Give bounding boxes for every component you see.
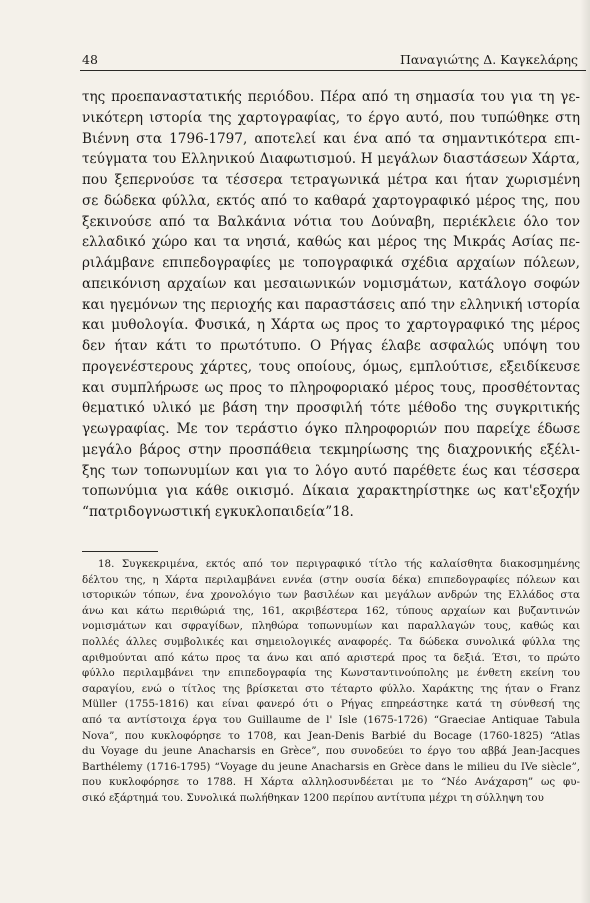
body-line: “πατριδογνωστική εγκυκλοπαιδεία”18. <box>82 504 354 520</box>
body-line: και ηγεμόνων της περιοχής και παραστάσεις από την ελληνική ιστορία <box>82 296 580 313</box>
footnote-line: δέλτου της, η Χάρτα περιλαμβάνει εννέα (στην ουσία δέκα) επιπεδογραφίες πόλεων και <box>82 573 580 586</box>
footnote-line: αριθμούνται από κάτω προς τα άνω και από αριστερά προς τα δεξιά. Έτσι, το πρώτο <box>82 651 580 664</box>
body-line: απεικόνιση αρχαίων και μεσαιωνικών νομισμάτων, κατάλογο σοφών <box>82 275 580 292</box>
body-line: προγενέστερους χάρτες, τους οποίους, όμως, εμπλούτισε, εξειδίκευσε <box>82 358 580 375</box>
body-line: γεωγραφίας. Με τον τεράστιο όγκο πληροφοριών που παρείχε έδωσε <box>82 421 580 437</box>
footnote-rule <box>82 551 158 552</box>
running-head: Παναγιώτης Δ. Καγκελάρης <box>399 52 578 67</box>
body-line: νικότερη ιστορία της χαρτογραφίας, το έργο αυτό, που τυπώθηκε στη <box>82 109 580 126</box>
footnote <box>82 557 580 807</box>
body-line: δεν ήταν κάτι το πρωτότυπο. Ο Ρήγας έλαβε ασφαλώς υπόψη του <box>82 338 580 354</box>
body-line: ξεκινούσε από τα Βαλκάνια νότια του Δούναβη, περιέκλειε όλο τον <box>82 213 580 230</box>
body-line: Βιέννη στα 1796-1797, αποτελεί και ένα από τα σημαντικότερα επι- <box>82 130 580 147</box>
body-line: της προεπαναστατικής περιόδου. Πέρα από τη σημασία του για τη γε- <box>82 89 580 105</box>
footnote-line: φύλλο περιλαμβάνει την επιπεδογραφία της Κωνσταντινούπολης με ένθετη εκείνη του <box>82 667 580 680</box>
footnote-line: Barthélemy (1716-1795) “Voyage du jeune Anacharsis en Grèce dans le milieu du IVe siècle”, <box>82 760 580 773</box>
footnote-line: Nova”, που κυκλοφόρησε το 1708, και Jean-Denis Barbié du Bocage (1760-1825) “Atlas <box>82 729 580 742</box>
footnote-line: πολλές άλλες συμβολικές και σημειολογικές αναφορές. Τα δώδεκα συνολικά φύλλα της <box>82 635 580 648</box>
footnote-line: άνω και κάτω περιθώριά της, 161, ακριβέστερα 162, τύπους αρχαίων και βυζαντινών <box>82 604 580 617</box>
body-line: μεγάλο βάρος στην προσπάθεια τεκμηρίωσης της διαχρονικής εξέλι- <box>82 441 580 458</box>
body-line: ελλαδικό χώρο και τα νησιά, καθώς και μέρος της Μικράς Ασίας πε- <box>82 234 580 251</box>
body-line: και συμπλήρωσε ως προς το πληροφοριακό μέρος τους, προσθέτοντας <box>82 379 580 396</box>
footnote-line: 18. Συγκεκριμένα, εκτός από τον περιγραφικό τίτλο τής καλαίσθητα διακοσμημένης <box>98 558 580 570</box>
body-line: σε δώδεκα φύλλα, εκτός από το καθαρά χαρτογραφικό μέρος της, που <box>82 192 580 209</box>
body-line: και μυθολογία. Φυσικά, η Χάρτα ως προς το χαρτογραφικό της μέρος <box>82 317 580 334</box>
body-line: ξης των τοπωνυμίων και για το λόγο αυτό παρέθετε έως και τέσσερα <box>82 462 580 479</box>
footnote-line: ιστορικών τόπων, ένα χρονολόγιο των βασιλέων και μεγάλων ανδρών της Ελλάδος στα <box>82 589 580 602</box>
body-line: τεύγματα του Ελληνικού Διαφωτισμού. Η μεγάλων διαστάσεων Χάρτα, <box>82 151 580 168</box>
page-header <box>82 50 582 72</box>
body-line: τοπωνύμια για κάθε οικισμό. Δίκαια χαρακτηρίστηκε ως κατ'εξοχήν <box>82 483 580 500</box>
page-number: 48 <box>82 52 98 67</box>
body-line: θεματικό υλικό με βάση την προσφιλή τότε μέθοδο της συγκριτικής <box>82 400 580 417</box>
footnote-line: που κυκλοφόρησε το 1788. Η Χάρτα αλληλοσυνδέεται με το “Νέο Ανάχαρση” ως φυ- <box>82 776 580 789</box>
footnote-line: σαραγίου, ενώ ο τίτλος της βρίσκεται στο τέταρτο φύλλο. Χαράκτης της ήταν ο Franz <box>82 682 580 695</box>
page-edge-shadow <box>580 0 590 903</box>
header-rule <box>80 70 586 71</box>
footnote-line: νομισμάτων και σφραγίδων, πληθώρα τοπωνυμίων και παραλλαγών τους, καθώς και <box>82 620 580 633</box>
footnote-line: σικό εξάρτημά του. Συνολικά πωλήθηκαν 1200 περίπου αντίτυπα μέχρι τη σύλληψη του <box>82 791 544 804</box>
footnote-line: από τα αντίστοιχα έργα του Guillaume de l' Isle (1675-1726) “Graeciae Antiquae Tabula <box>82 713 580 726</box>
body-line: ριλάμβανε επιπεδογραφίες με τοπογραφικά σχέδια αρχαίων πόλεων, <box>82 255 580 271</box>
body-line: που ξεπερνούσε τα τέσσερα τετραγωνικά μέτρα και ήταν χωρισμένη <box>82 172 580 188</box>
body-text <box>82 87 580 523</box>
footnote-line: Müller (1755-1816) και είναι φανερό ότι ο Ρήγας επηρεάστηκε κατά τη σύνθεσή της <box>82 698 580 711</box>
footnote-line: du Voyage du jeune Anacharsis en Grèce”, που συνοδεύει το έργο του αββά Jean-Jacques <box>82 745 580 758</box>
